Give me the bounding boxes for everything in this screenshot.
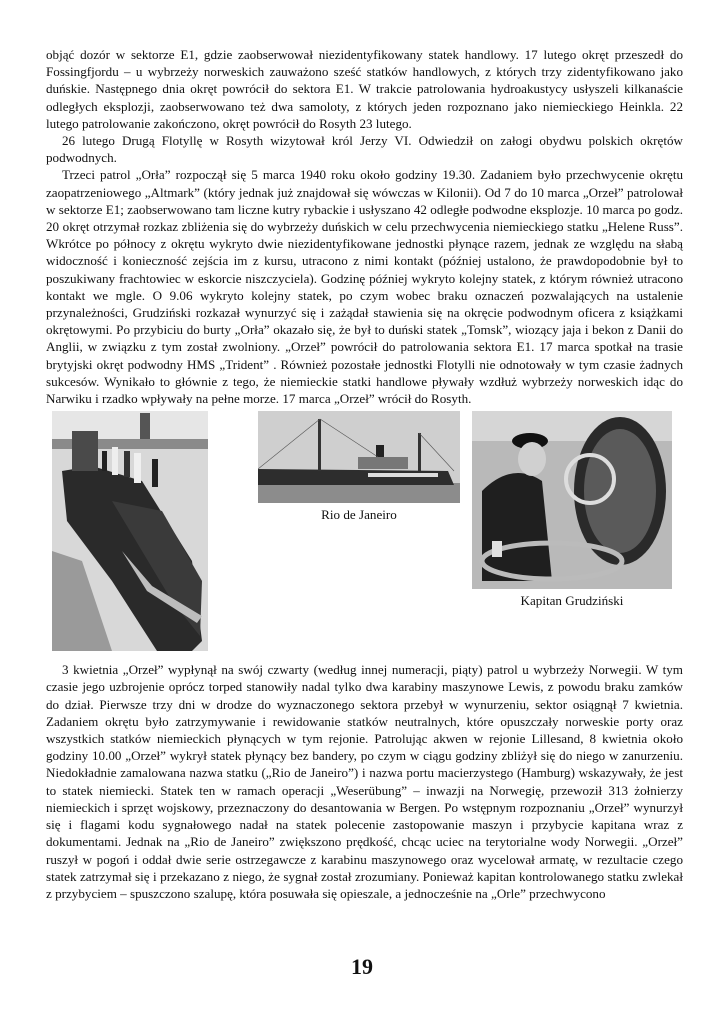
- figure-caption-rio-de-janeiro: Rio de Janeiro: [321, 507, 397, 523]
- submarine-photo: [52, 411, 208, 651]
- figure-row: [46, 407, 683, 659]
- kapitan-grudzinski-photo: [472, 411, 672, 589]
- figure-rio-de-janeiro: [258, 411, 460, 523]
- rio-de-janeiro-photo: [258, 411, 460, 503]
- paragraph-3: Trzeci patrol „Orła” rozpoczął się 5 marca 1940 roku około godziny 19.30. Zadaniem było przechwycenie okrętu zaopatrzeniowego „Altmark” (który jednak już znajdował się wówczas w Kilonii). Od 7 do 10 marca „Orzeł” patrolował w sektorze E1; zaobserwowano tam liczne kutry rybackie i usłyszano 42 odległe podwodne eksplozje. 10 marca po godz. 20 okręt otrzymał rozkaz zbliżenia się do wybrzeży duńskich w celu przechwycenia niemieckiego statku „Helene Russ”. Wkrótce po północy z okrętu wykryto dwie niezidentyfikowane jednostki płynące razem, jednak ze względu na słabą widoczność i konieczność zejścia im z kursu, utracono z nimi kontakt (później ustalono, że prawdopodobnie był to poszukiwany frachtowiec w eskorcie niszczyciela). Godzinę później wykryto kolejny statek, z którym również utracono kontakt we mgle. O 9.06 wykryto kolejny statek, po czym wobec braku oznaczeń pozwalających na ustalenie przynależności, Grudziński rozkazał wynurzyć się i zażądał stawienia się na okręcie podwodnym oficera z książkami okrętowymi. Po przybiciu do burty „Orła” okazało się, że był to duński statek „Tomsk”, wiozący jaja i bekon z Danii do Anglii, w związku z tym został zwolniony. „Orzeł” powrócił do patrolowania sektora E1. 17 marca spotkał na trasie brytyjski okręt podwodny HMS „Trident” . Również pozostałe jednostki Flotylli nie odnotowały w tym czasie żadnych sukcesów. Wynikało to głównie z tego, że niemieckie statki handlowe pływały wzdłuż wybrzeży norweskich idąc do Narwiku i rzadko wpływały na pełne morze. 17 marca „Orzeł” wrócił do Rosyth.: [46, 167, 683, 407]
- paragraph-1: objąć dozór w sektorze E1, gdzie zaobserwował niezidentyfikowany statek handlowy. 17 lutego okręt przeszedł do Fossingfjordu – u wybrzeży norweskich zauważono sześć statków handlowych, z których trzy zidentyfikowano jako duńskie. Następnego dnia okręt powrócił do sektora E1. W trakcie patrolowania hydroakustycy usłyszeli kilkanaście odległych eksplozji, zaobserwowano też dwa samoloty, z których jeden rozpoznano jako niemieckiego Heinkla. 22 lutego patrolowanie zakończono, okręt powrócił do Rosyth 23 lutego.: [46, 47, 683, 131]
- document-page: [46, 46, 683, 902]
- figure-submarine: [52, 411, 208, 651]
- figure-caption-kapitan-grudzinski: Kapitan Grudziński: [520, 593, 624, 609]
- page-number: 19: [351, 954, 373, 979]
- paragraph-2: 26 lutego Drugą Flotyllę w Rosyth wizytował król Jerzy VI. Odwiedził on załogi obydwu polskich okrętów podwodnych.: [46, 133, 683, 166]
- figure-kapitan-grudzinski: [472, 411, 672, 609]
- paragraph-4: 3 kwietnia „Orzeł” wypłynął na swój czwarty (według innej numeracji, piąty) patrol u wybrzeży Norwegii. W tym czasie jego uzbrojenie oprócz torped stanowiły nadal tylko dwa karabiny maszynowe Lewis, z powodu braku zamków do dział. Pierwsze trzy dni w drodze do wyznaczonego sektora przebył w wynurzeniu, sektor osiągnął 7 kwietnia. Zadaniem okrętu było zatrzymywanie i rewidowanie statków neutralnych, które opuszczały norweskie porty oraz wszystkich statków niemieckich płynących w tym rejonie. Patrolując akwen w rejonie Lillesand, 8 kwietnia około godziny 10.00 „Orzeł” wykrył statek płynący bez bandery, po czym w ciągu godziny zbliżył się do niego w zanurzeniu. Niedokładnie zamalowana nazwa statku („Rio de Janeiro”) i nazwa portu macierzystego (Hamburg) wskazywały, że jest to statek niemiecki. Statek ten w ramach operacji „Weserübung” – inwazji na Norwegię, przewoził 313 żołnierzy niemieckich i sprzęt wojskowy, przeznaczony do desantowania w Bergen. Po wstępnym rozpoznaniu „Orzeł” wynurzył się i flagami kodu sygnałowego nadał na statek polecenie zastopowanie maszyn i przybycie kapitana wraz z dokumentami. Jednak na „Rio de Janeiro” zwiększono prędkość, chcąc uciec na terytorialne wody Norwegii. „Orzeł” ruszył w pogoń i oddał dwie serie ostrzegawcze z karabinu maszynowego oraz wycelował armatę, w rezultacie czego statek zatrzymał się i przekazano z niego, że sygnał został zrozumiany. Ponieważ kapitan kontrolowanego statku zwlekał z przybyciem – spuszczono szalupę, która posuwała się opieszale, a jednocześnie na „Orle” przechwycono: [46, 662, 683, 901]
